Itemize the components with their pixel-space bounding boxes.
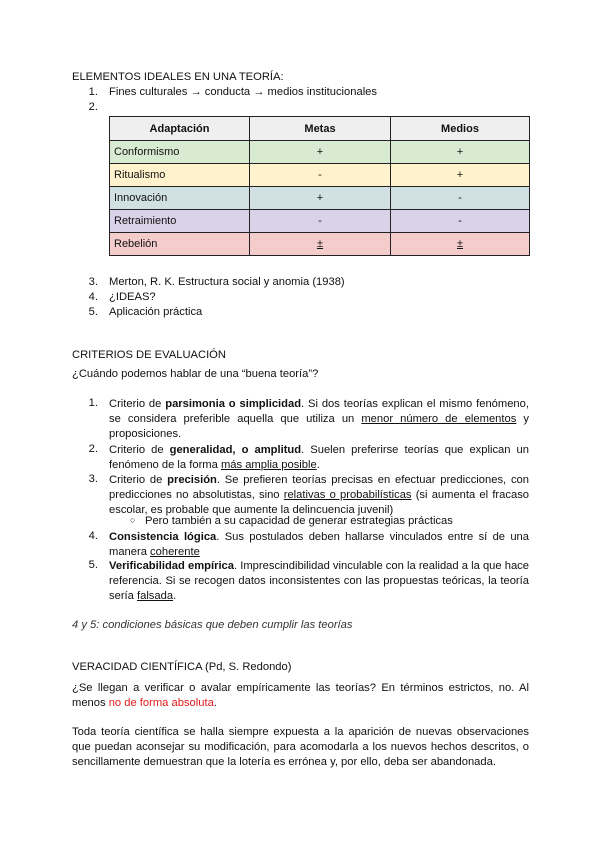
metas-cell: +	[250, 141, 391, 164]
table-row	[110, 233, 530, 256]
criterion-parsimonia: Criterio de parsimonia o simplicidad. Si dos teorías explican el mismo fenómeno, se considera preferible aquella que utiliza un menor número de elementos y proposiciones.	[109, 398, 530, 441]
row-label: Rebelión	[110, 233, 250, 256]
table-header: Metas	[250, 117, 391, 141]
medios-cell: +	[391, 164, 530, 187]
metas-cell: ±	[250, 233, 391, 256]
list-number: 2.	[88, 101, 98, 113]
criterion-generalidad: Criterio de generalidad, o amplitud. Suelen preferirse teorías que explican un fenómeno de la forma más amplia posible.	[109, 444, 529, 472]
list-number: 2.	[88, 443, 98, 455]
criterion-consistencia: Consistencia lógica. Sus postulados deben hallarse vinculados entre sí de una manera coherente	[109, 531, 530, 559]
circle-bullet-icon: ○	[130, 515, 136, 525]
list-number: 4.	[88, 291, 98, 303]
question: ¿Cuándo podemos hablar de una “buena teoría”?	[72, 368, 319, 380]
list-item: ¿IDEAS?	[109, 291, 156, 303]
criterion-verificabilidad: Verificabilidad empírica. Imprescindibilidad vinculable con la realidad a la que hace referencia. Si se recogen datos inconsistentes con las propuestas teóricas, la teoría sería falsada.	[109, 560, 529, 603]
metas-cell: -	[250, 210, 391, 233]
metas-cell: +	[250, 187, 391, 210]
section-heading-criterios: CRITERIOS DE EVALUACIÓN	[72, 349, 226, 361]
list-number: 4.	[88, 530, 98, 542]
list-item: Aplicación práctica	[109, 306, 203, 318]
sub-bullet: Pero también a su capacidad de generar estrategias prácticas	[145, 515, 453, 527]
row-label: Innovación	[110, 187, 250, 210]
list-item: Merton, R. K. Estructura social y anomia (1938)	[109, 276, 345, 288]
table-row	[110, 141, 530, 164]
list-number: 5.	[88, 306, 98, 318]
list-number: 1.	[88, 86, 98, 98]
list-number: 3.	[88, 276, 98, 288]
row-label: Conformismo	[110, 141, 250, 164]
table-row	[110, 187, 530, 210]
adaptation-table	[109, 116, 530, 256]
row-label: Ritualismo	[110, 164, 250, 187]
table-header: Medios	[391, 117, 530, 141]
medios-cell: -	[391, 210, 530, 233]
paragraph-verificar: ¿Se llegan a verificar o avalar empíricamente las teorías? En términos estrictos, no. Al menos no de forma absoluta.	[72, 682, 529, 709]
criterion-precision: Criterio de precisión. Se prefieren teorías precisas en efectuar predicciones, con predicciones no absolutistas, sino relativas o probabilísticas (si aumenta el fracaso escolar, es probable que aumente la delincuencia juvenil)	[109, 474, 530, 517]
note: 4 y 5: condiciones básicas que deben cumplir las teorías	[72, 619, 353, 631]
medios-cell: -	[391, 187, 530, 210]
table-header: Adaptación	[110, 117, 250, 141]
medios-cell: ±	[391, 233, 530, 256]
list-item: Fines culturales → conducta → medios institucionales	[109, 86, 378, 98]
medios-cell: +	[391, 141, 530, 164]
row-label: Retraimiento	[110, 210, 250, 233]
section-heading-elementos: ELEMENTOS IDEALES EN UNA TEORÍA:	[72, 71, 284, 83]
metas-cell: -	[250, 164, 391, 187]
paragraph-teoria-cientifica: Toda teoría científica se halla siempre expuesta a la aparición de nuevas observaciones que puedan aconsejar su modificación, para acomodarla a los nuevos hechos descritos, o sencillamente demuestran que la lotería es errónea y, por ello, deba ser abandonada.	[72, 726, 529, 768]
table-header-row	[110, 117, 530, 141]
table-row	[110, 164, 530, 187]
list-number: 3.	[88, 473, 98, 485]
list-number: 5.	[88, 559, 98, 571]
section-heading-veracidad: VERACIDAD CIENTÍFICA (Pd, S. Redondo)	[72, 661, 292, 673]
list-number: 1.	[88, 397, 98, 409]
table-row	[110, 210, 530, 233]
